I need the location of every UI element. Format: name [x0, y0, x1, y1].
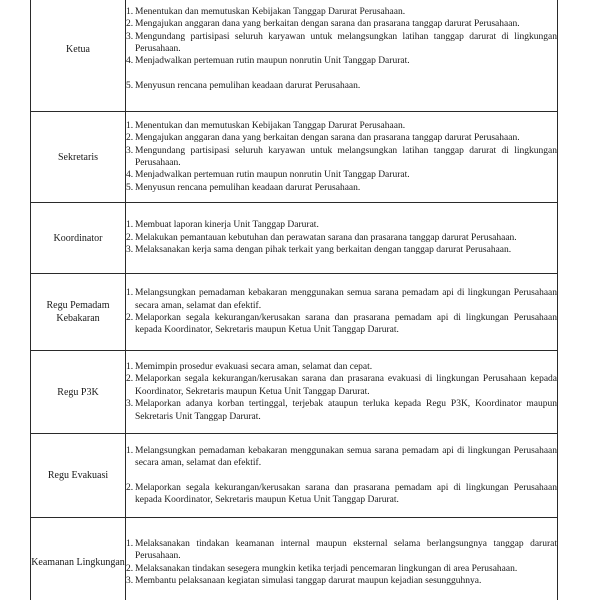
tasks-cell — [126, 203, 558, 274]
item-number: 3. — [126, 245, 134, 256]
list-item — [126, 80, 557, 92]
item-text: Menentukan dan memutuskan Kebijakan Tanggap Darurat Perusahaan. — [135, 6, 406, 17]
item-number: 5. — [126, 80, 134, 91]
item-number: 1. — [126, 120, 134, 131]
item-text: Menjadwalkan pertemuan rutin maupun nonrutin Unit Tanggap Darurat. — [135, 170, 410, 181]
table-row — [31, 518, 558, 600]
item-text: Mengundang partisipasi seluruh karyawan untuk melangsungkan latihan tanggap darurat di lingkungan Perusahaan. — [135, 31, 557, 54]
spacer — [126, 470, 557, 482]
item-number: 2. — [126, 19, 134, 30]
item-number: 2. — [126, 232, 134, 243]
list-item — [126, 445, 557, 470]
item-text: Mengajukan anggaran dana yang berkaitan dengan sarana dan prasarana tanggap darurat Perusahaan. — [135, 133, 520, 144]
list-item — [126, 373, 557, 398]
item-text: Melangsungkan pemadaman kebakaran menggunakan semua sarana pemadam api di lingkungan Perusahaan secara aman, selamat dan efektif. — [135, 288, 557, 311]
table-row — [31, 203, 558, 274]
item-text: Melaksanakan tindakan keamanan internal maupun eksternal selama berlangsungnya tanggap darurat Perusahaan. — [135, 538, 557, 562]
tasks-cell — [126, 112, 558, 203]
item-number: 1. — [126, 220, 134, 231]
item-text: Menentukan dan memutuskan Kebijakan Tanggap Darurat Perusahaan. — [135, 120, 406, 131]
list-item — [126, 169, 557, 181]
item-number: 1. — [126, 6, 134, 17]
item-text: Membantu pelaksanaan kegiatan simulasi tanggap darurat maupun kejadian sesungguhnya. — [135, 575, 482, 586]
role-cell: Regu Evakuasi — [31, 434, 126, 518]
item-text: Melaporkan segala kekurangan/kerusakan sarana dan prasarana evakuasi di lingkungan Perusahaan kepada Koordinator, Sekretaris maupun Ketua Unit Tanggap Darurat. — [135, 374, 557, 397]
list-item — [126, 361, 557, 373]
list-item — [126, 575, 557, 587]
item-text: Memimpin prosedur evakuasi secara aman, selamat dan cepat. — [135, 361, 373, 372]
list-item — [126, 244, 557, 256]
item-text: Mengajukan anggaran dana yang berkaitan dengan sarana dan prasarana tanggap darurat Perusahaan. — [135, 19, 520, 30]
list-item — [126, 563, 557, 575]
list-item — [126, 120, 557, 132]
item-number: 1. — [126, 361, 134, 372]
list-item — [126, 482, 557, 507]
tasks-cell — [126, 351, 558, 434]
table-body — [31, 0, 558, 600]
item-number: 4. — [126, 56, 134, 67]
role-cell: Ketua — [31, 0, 126, 112]
table-row — [31, 351, 558, 434]
item-text: Melakukan pemantauan kebutuhan dan perawatan sarana dan prasarana tanggap darurat Perusahaan. — [135, 232, 517, 243]
item-number: 5. — [126, 182, 134, 193]
list-item — [126, 145, 557, 170]
list-item — [126, 287, 557, 312]
item-number: 2. — [126, 563, 134, 574]
tasks-cell — [126, 274, 558, 351]
role-cell: Keamanan Lingkungan — [31, 518, 126, 600]
item-text: Melaporkan segala kekurangan/kerusakan sarana dan prasarana pemadam api di lingkungan Perusahaan kepada Koordinator, Sekretaris maupun Ketua Unit Tanggap Darurat. — [135, 313, 557, 336]
item-text: Melaporkan segala kekurangan/kerusakan sarana dan prasarana pemadam api di lingkungan Perusahaan kepada Koordinator, Sekretaris maupun Ketua Unit Tanggap Darurat. — [135, 482, 557, 505]
item-number: 3. — [126, 575, 134, 586]
item-number: 1. — [126, 288, 134, 299]
role-cell: Regu Pemadam Kebakaran — [31, 274, 126, 351]
item-number: 2. — [126, 482, 134, 493]
item-text: Melaksanakan tindakan sesegera mungkin ketika terjadi pencemaran lingkungan di area Perusahaan. — [135, 563, 518, 574]
tasks-cell — [126, 0, 558, 112]
list-item — [126, 18, 557, 30]
list-item — [126, 538, 557, 563]
list-item — [126, 6, 557, 18]
list-item — [126, 132, 557, 144]
item-number: 1. — [126, 445, 134, 456]
item-text: Menyusun rencana pemulihan keadaan darurat Perusahaan. — [135, 80, 361, 91]
role-cell: Regu P3K — [31, 351, 126, 434]
role-cell: Koordinator — [31, 203, 126, 274]
spacer — [126, 68, 557, 80]
item-text: Menyusun rencana pemulihan keadaan darurat Perusahaan. — [135, 182, 361, 193]
item-number: 2. — [126, 133, 134, 144]
responsibility-table — [30, 0, 558, 600]
item-number: 4. — [126, 170, 134, 181]
list-item — [126, 232, 557, 244]
item-text: Melaksanakan kerja sama dengan pihak terkait yang berkaitan dengan tanggap darurat Perusahaan. — [135, 245, 512, 256]
list-item — [126, 312, 557, 337]
list-item — [126, 398, 557, 423]
item-text: Melaporkan adanya korban tertinggal, terjebak ataupun terluka kepada Regu P3K, Koordinator maupun Sekretaris Unit Tanggap Darurat. — [135, 399, 557, 422]
item-number: 2. — [126, 374, 134, 385]
item-number: 3. — [126, 399, 134, 410]
item-text: Membuat laporan kinerja Unit Tanggap Darurat. — [135, 220, 319, 231]
list-item — [126, 219, 557, 231]
item-number: 1. — [126, 538, 134, 549]
tasks-cell — [126, 434, 558, 518]
item-text: Melangsungkan pemadaman kebakaran menggunakan semua sarana pemadam api di lingkungan Perusahaan secara aman, selamat dan efektif. — [135, 445, 557, 469]
item-number: 2. — [126, 313, 134, 323]
item-text: Menjadwalkan pertemuan rutin maupun nonrutin Unit Tanggap Darurat. — [135, 56, 410, 67]
list-item — [126, 31, 557, 56]
role-cell: Sekretaris — [31, 112, 126, 203]
list-item — [126, 55, 557, 67]
list-item — [126, 182, 557, 194]
table-row — [31, 434, 558, 518]
item-number: 3. — [126, 145, 134, 156]
table-row — [31, 274, 558, 351]
item-text: Mengundang partisipasi seluruh karyawan untuk melangsungkan latihan tanggap darurat di lingkungan Perusahaan. — [135, 145, 557, 168]
table-row — [31, 0, 558, 112]
item-number: 3. — [126, 31, 134, 42]
tasks-cell — [126, 518, 558, 600]
table-row — [31, 112, 558, 203]
